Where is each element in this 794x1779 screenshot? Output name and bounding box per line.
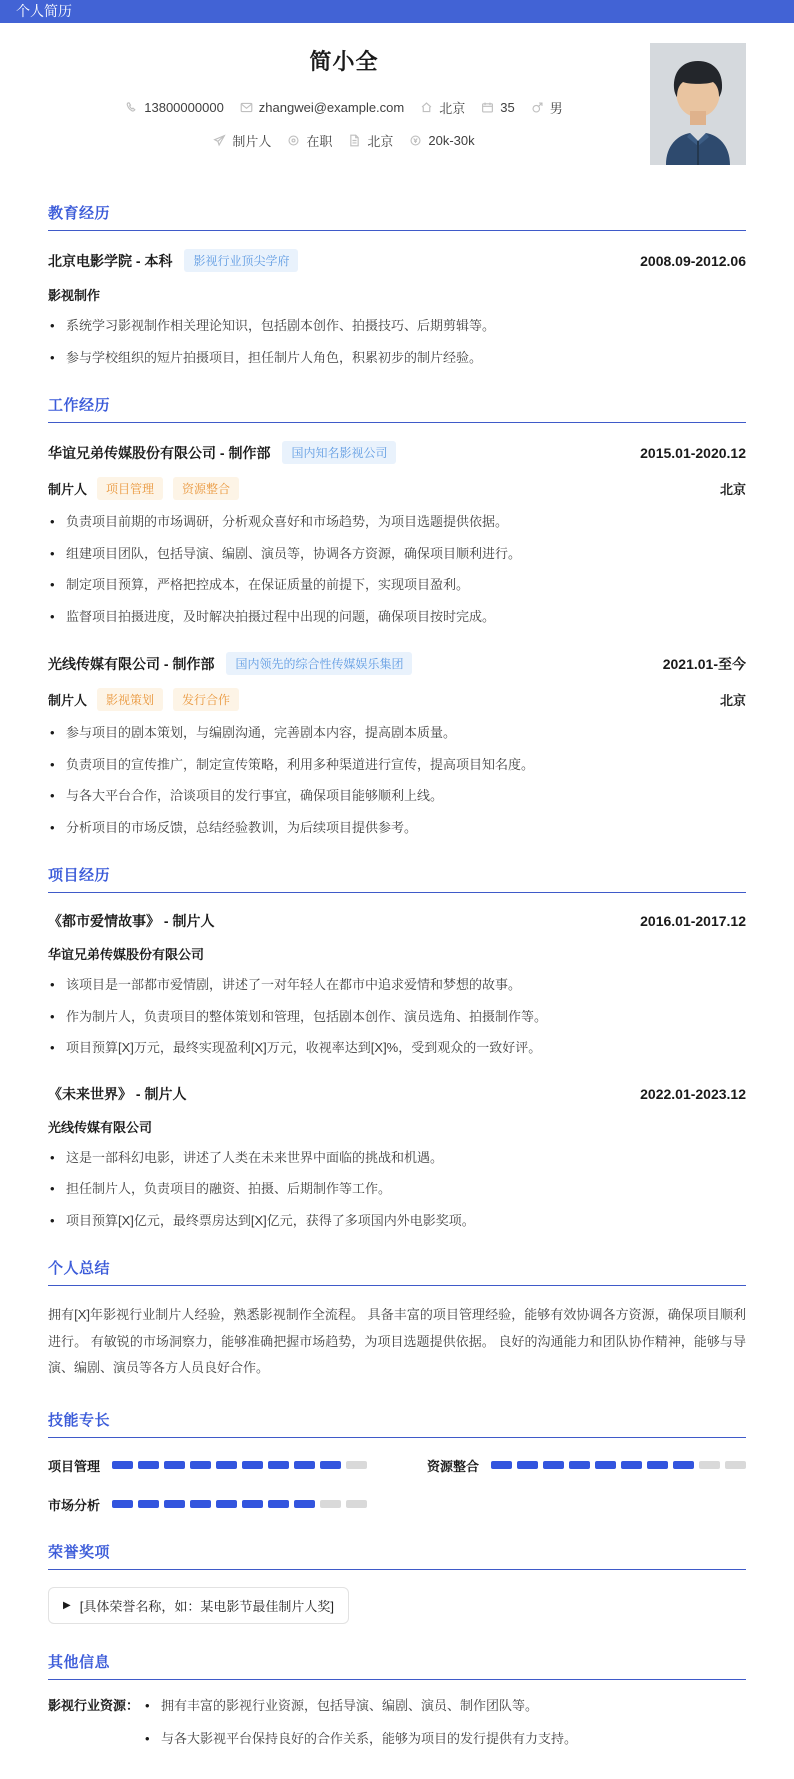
- project-name: 《都市爱情故事》 - 制片人: [48, 913, 215, 929]
- skill-segment: [569, 1461, 590, 1469]
- section-projects-header: [48, 864, 746, 893]
- person-name: 简小全: [309, 49, 379, 74]
- skill-segment: [242, 1461, 263, 1469]
- skills-grid: [48, 1456, 746, 1514]
- email-value: zhangwei@example.com: [258, 100, 405, 115]
- skill-segment: [268, 1461, 289, 1469]
- contact-row-2: [48, 131, 640, 150]
- page-title: 个人简历: [16, 3, 72, 19]
- company-name: 华谊兄弟传媒股份有限公司 - 制作部: [48, 444, 271, 461]
- work-entry: [48, 441, 746, 626]
- section-title: 个人总结: [48, 1260, 111, 1277]
- section-skills: [48, 1409, 746, 1514]
- honor-item[interactable]: [48, 1587, 349, 1624]
- work-location: 北京: [719, 482, 746, 497]
- project-date: 2022.01-2023.12: [640, 1085, 746, 1102]
- skill-segment: [725, 1461, 746, 1469]
- bullet-item: • 项目预算[X]亿元，最终票房达到[X]亿元，获得了多项国内外电影奖项。: [48, 1211, 746, 1231]
- skill-tag: 项目管理: [97, 477, 163, 500]
- bullet-item: • 作为制片人，负责项目的整体策划和管理，包括剧本创作、演员选角、拍摄制作等。: [48, 1007, 746, 1027]
- skill-segment: [216, 1500, 237, 1508]
- position-item: [213, 131, 271, 150]
- job-title: 制片人: [48, 482, 88, 497]
- skill-label: 市场分析: [48, 1497, 101, 1513]
- section-other: [48, 1651, 746, 1749]
- age-icon: [481, 101, 494, 114]
- bullet-item: • 与各大平台合作，洽谈项目的发行事宜，确保项目能够顺利上线。: [48, 786, 746, 806]
- bullet-item: • 该项目是一部都市爱情剧，讲述了一对年轻人在都市中追求爱情和梦想的故事。: [48, 975, 746, 995]
- bullet-item: • 分析项目的市场反馈，总结经验教训，为后续项目提供参考。: [48, 818, 746, 838]
- skill-segment: [699, 1461, 720, 1469]
- salary-icon: [409, 134, 422, 147]
- work-bullets: [48, 512, 746, 626]
- position-icon: [213, 134, 226, 147]
- bullet-item: • 监督项目拍摄进度，及时解决拍摄过程中出现的问题，确保项目按时完成。: [48, 607, 746, 627]
- bullet-item: • 参与项目的剧本策划，与编剧沟通，完善剧本内容，提高剧本质量。: [48, 723, 746, 743]
- city-icon: [348, 134, 361, 147]
- skill-segment: [138, 1461, 159, 1469]
- section-other-header: [48, 1651, 746, 1680]
- resume-body: [0, 202, 794, 1779]
- project-date: 2016.01-2017.12: [640, 913, 746, 929]
- company-badge: 国内领先的综合性传媒娱乐集团: [226, 652, 412, 675]
- skill-segment: [268, 1500, 289, 1508]
- bullet-item: • 制定项目预算，严格把控成本，在保证质量的前提下，实现项目盈利。: [48, 575, 746, 595]
- salary-item: [409, 133, 474, 148]
- skill-segment: [647, 1461, 668, 1469]
- skill-segment: [320, 1500, 341, 1508]
- skill-segment: [320, 1461, 341, 1469]
- section-title: 荣誉奖项: [48, 1543, 111, 1561]
- skill-item: [48, 1495, 367, 1514]
- skill-segment: [164, 1461, 185, 1469]
- skill-tag: 影视策划: [97, 688, 163, 711]
- major-name: 影视制作: [48, 288, 101, 303]
- education-date: 2008.09-2012.06: [640, 252, 746, 269]
- phone-value: 13800000000: [144, 100, 224, 115]
- project-entry: [48, 911, 746, 1058]
- skill-tag: 资源整合: [173, 477, 239, 500]
- location-icon: [420, 101, 433, 114]
- skill-item: [48, 1456, 367, 1475]
- skill-segment: [543, 1461, 564, 1469]
- skill-segment: [216, 1461, 237, 1469]
- skill-tag: 发行合作: [173, 688, 239, 711]
- skill-segment: [190, 1500, 211, 1508]
- school-name: 北京电影学院 - 本科: [48, 252, 173, 269]
- section-skills-header: [48, 1409, 746, 1438]
- section-title: 工作经历: [48, 397, 111, 414]
- other-bullets: [143, 1696, 577, 1749]
- gender-item: [531, 98, 563, 117]
- section-education-header: [48, 202, 746, 231]
- project-bullets: [48, 1148, 746, 1231]
- skill-segment: [346, 1500, 367, 1508]
- other-info-row: [48, 1696, 746, 1749]
- age-item: [481, 100, 514, 115]
- section-title: 项目经历: [48, 867, 111, 884]
- bullet-item: • 负责项目前期的市场调研，分析观众喜好和市场趋势，为项目选题提供依据。: [48, 512, 746, 532]
- page-title-bar: [0, 0, 794, 23]
- section-work-header: [48, 394, 746, 423]
- bullet-item: • 负责项目的宣传推广，制定宣传策略，利用多种渠道进行宣传，提高项目知名度。: [48, 755, 746, 775]
- bullet-item: • 拥有丰富的影视行业资源，包括导演、编剧、演员、制作团队等。: [143, 1696, 577, 1716]
- education-entry: [48, 249, 746, 367]
- phone-item: [125, 100, 224, 115]
- skill-segment: [190, 1461, 211, 1469]
- honor-text: [具体荣誉名称，如：某电影节最佳制片人奖]: [79, 1598, 334, 1614]
- education-bullets: [48, 316, 746, 367]
- bullet-item: • 系统学习影视制作相关理论知识，包括剧本创作、拍摄技巧、后期剪辑等。: [48, 316, 746, 336]
- school-badge: 影视行业顶尖学府: [184, 249, 298, 272]
- bullet-item: • 项目预算[X]万元，最终实现盈利[X]万元，收视率达到[X]%，受到观众的一致好评。: [48, 1038, 746, 1058]
- bullet-item: • 担任制片人，负责项目的融资、拍摄、后期制作等工作。: [48, 1179, 746, 1199]
- skill-segment: [517, 1461, 538, 1469]
- email-item: [240, 100, 404, 115]
- skill-bar: [112, 1500, 367, 1508]
- gender-icon: [531, 101, 544, 114]
- skill-segment: [294, 1500, 315, 1508]
- skill-segment: [112, 1500, 133, 1508]
- bullet-item: • 参与学校组织的短片拍摄项目，担任制片人角色，积累初步的制片经验。: [48, 348, 746, 368]
- skill-item: [427, 1456, 746, 1475]
- skill-segment: [346, 1461, 367, 1469]
- section-education: [48, 202, 746, 367]
- skill-segment: [491, 1461, 512, 1469]
- header-info: [48, 43, 640, 164]
- section-honors: [48, 1541, 746, 1624]
- section-projects: [48, 864, 746, 1230]
- company-name: 光线传媒有限公司 - 制作部: [48, 655, 215, 672]
- skill-segment: [621, 1461, 642, 1469]
- section-summary-header: [48, 1257, 746, 1286]
- skill-segment: [242, 1500, 263, 1508]
- skill-bar: [112, 1461, 367, 1469]
- section-title: 其他信息: [48, 1653, 111, 1671]
- city-value: 北京: [367, 134, 394, 149]
- location-item: [420, 98, 465, 117]
- skill-bar: [491, 1461, 746, 1469]
- phone-icon: [125, 101, 138, 114]
- project-entry: [48, 1084, 746, 1231]
- location-value: 北京: [439, 101, 466, 116]
- contact-row-1: [48, 98, 640, 117]
- email-icon: [240, 101, 253, 114]
- skill-segment: [673, 1461, 694, 1469]
- caret-right-icon: ▶: [63, 1599, 71, 1611]
- skill-label: 项目管理: [48, 1458, 101, 1474]
- profile-photo: [650, 43, 746, 165]
- status-item: [287, 131, 332, 150]
- work-date: 2021.01-至今: [662, 655, 746, 672]
- city-item: [348, 131, 393, 150]
- skill-label: 资源整合: [427, 1458, 480, 1474]
- other-label: 影视行业资源：: [48, 1697, 140, 1713]
- bullet-item: • 与各大影视平台保持良好的合作关系，能够为项目的发行提供有力支持。: [143, 1729, 577, 1749]
- status-icon: [287, 134, 300, 147]
- section-title: 教育经历: [48, 205, 111, 222]
- section-summary: [48, 1257, 746, 1382]
- status-value: 在职: [306, 134, 333, 149]
- summary-text: 拥有[X]年影视行业制片人经验，熟悉影视制作全流程。 具备丰富的项目管理经验，能够有效协调各方资源，确保项目顺利进行。 有敏锐的市场洞察力，能够准确把握市场趋势，为项目选题提供依据。 良好的沟通能力和团队协作精神，能够与导演、编剧、演员等各方人员良好合作。: [48, 1307, 746, 1376]
- company-badge: 国内知名影视公司: [282, 441, 396, 464]
- skill-segment: [164, 1500, 185, 1508]
- section-work: [48, 394, 746, 837]
- work-bullets: [48, 723, 746, 837]
- project-bullets: [48, 975, 746, 1058]
- work-entry: [48, 652, 746, 837]
- salary-value: 20k-30k: [428, 133, 475, 148]
- work-location: 北京: [719, 693, 746, 708]
- skill-segment: [112, 1461, 133, 1469]
- age-value: 35: [500, 100, 515, 115]
- job-title: 制片人: [48, 693, 88, 708]
- skill-segment: [595, 1461, 616, 1469]
- project-company: 光线传媒有限公司: [48, 1119, 153, 1135]
- bullet-item: • 组建项目团队，包括导演、编剧、演员等，协调各方资源，确保项目顺利进行。: [48, 544, 746, 564]
- section-honors-header: [48, 1541, 746, 1570]
- skill-segment: [138, 1500, 159, 1508]
- skill-segment: [294, 1461, 315, 1469]
- work-date: 2015.01-2020.12: [640, 444, 746, 461]
- section-title: 技能专长: [48, 1411, 111, 1429]
- resume-header: [0, 23, 794, 175]
- bullet-item: • 这是一部科幻电影，讲述了人类在未来世界中面临的挑战和机遇。: [48, 1148, 746, 1168]
- project-name: 《未来世界》 - 制片人: [48, 1085, 187, 1102]
- gender-value: 男: [549, 101, 563, 116]
- project-company: 华谊兄弟传媒股份有限公司: [48, 947, 205, 962]
- position-value: 制片人: [232, 134, 272, 149]
